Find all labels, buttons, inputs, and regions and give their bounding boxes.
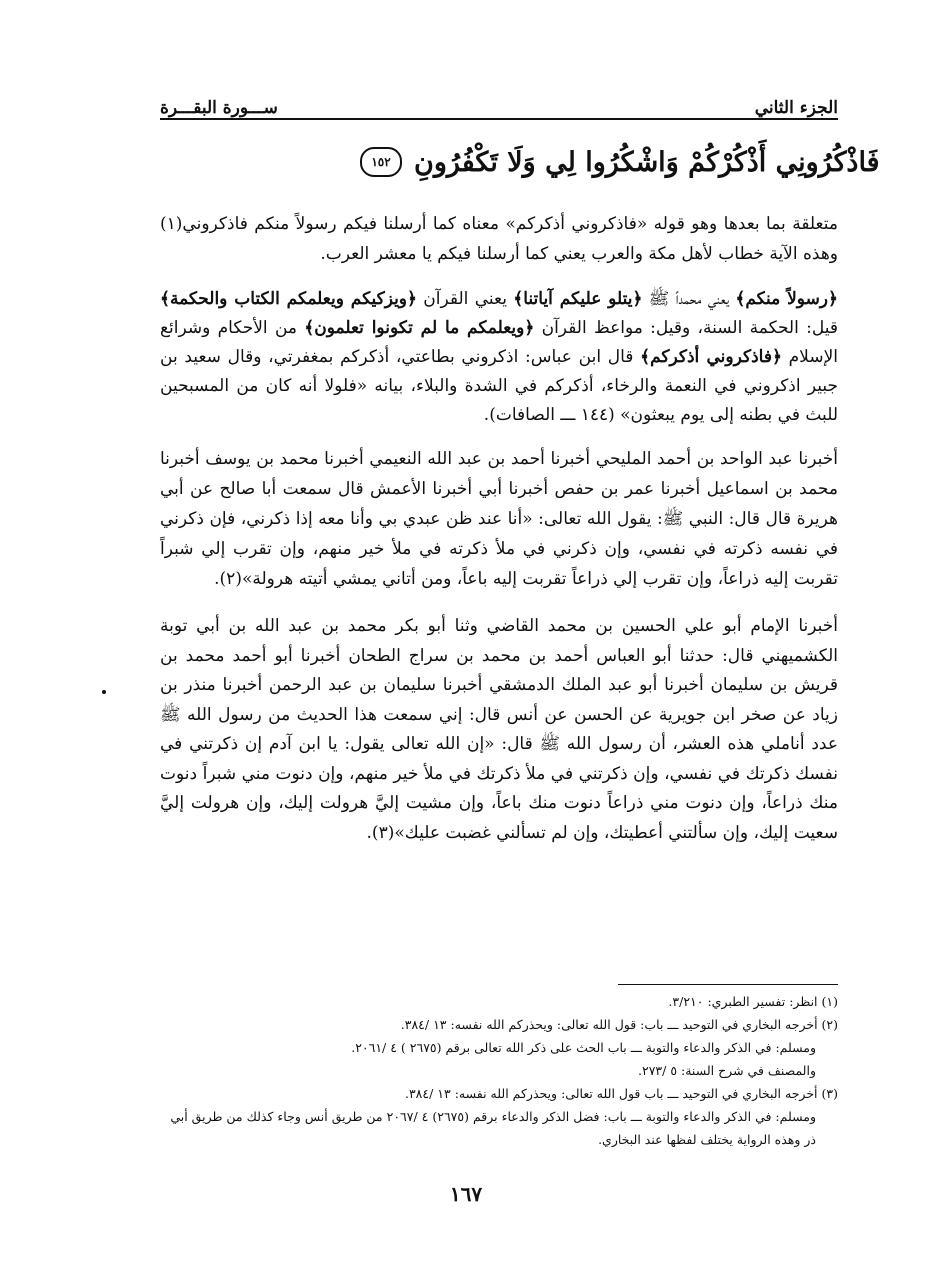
- footnote-1-line: (١) انظر: تفسير الطبري: ٣/٢١٠.: [668, 994, 838, 1009]
- paragraph-text: قيل: الحكمة السنة، وقيل: مواعظ القرآن: [534, 318, 838, 338]
- paragraph-1: متعلقة بما بعدها وهو قوله «فاذكروني أذكركم» معناه كما أرسلنا فيكم رسولاً منكم فاذكروني(١) وهذه الآية خطاب لأهل مكة والعرب يعني كما أرسلنا فيكم يا معشر العرب.: [160, 214, 838, 264]
- paragraph-text: يعني القرآن: [416, 289, 514, 309]
- quran-verse: [360, 134, 880, 190]
- margin-dot: [102, 690, 106, 694]
- paragraph-text: يعني محمداً ﷺ: [642, 289, 736, 309]
- ayah-number-marker: ١٥٢: [360, 147, 402, 177]
- footnote-2-line-3: والمصنف في شرح السنة: ٥ /٢٧٣.: [638, 1063, 816, 1078]
- commentary-body: [160, 210, 838, 862]
- part-title: الجزء الثاني: [754, 98, 838, 118]
- quran-quote: ﴿فاذكروني أذكركم﴾: [640, 347, 782, 367]
- quran-quote: ﴿ويزكيكم ويعلمكم الكتاب والحكمة﴾: [160, 289, 417, 309]
- quran-quote: ﴿يتلو عليكم آياتنا﴾: [513, 289, 643, 309]
- quran-quote: ﴿رسولاً منكم﴾: [735, 289, 838, 309]
- paragraph-text: قال ابن عباس: اذكروني بطاعتي، أذكركم بمغفرتي، وقال سعيد بن جبير اذكروني في النعمة والرخاء، أذكركم في الشدة والبلاء، بيانه «فلولا أنه كان من المسبحين للبث في بطنه إلى يوم يبعثون» (١٤٤ ـــ الصافات).: [160, 347, 838, 425]
- footnote-2: [160, 1013, 838, 1082]
- footnote-3-line-2: ومسلم: في الذكر والدعاء والتوبة ـــ باب: فضل الذكر والدعاء برقم (٢٦٧٥) ٤ /٢٠٦٧ من طريق أنس وجاء كذلك من طريق أبي ذر وهذه الرواية يختلف لفظها عند البخاري.: [170, 1109, 816, 1147]
- surah-title: ســـورة البقـــرة: [160, 98, 278, 118]
- footnotes: [160, 990, 838, 1151]
- paragraph-3-hadith: أخبرنا عبد الواحد بن أحمد المليحي أخبرنا أحمد بن عبد الله النعيمي أخبرنا محمد بن يوسف أخبرنا محمد بن اسماعيل أخبرنا عمر بن حفص أخبرنا أبي أخبرنا الأعمش قال سمعت أبا صالح عن أبي هريرة قال قال: النبي ﷺ: يقول الله تعالى: «أنا عند ظن عبدي بي وأنا معه إذا ذكرني، فإن ذكرني في نفسه ذكرته في نفسي، وإن ذكرني في ملأ ذكرته في ملأ خير منهم، وإن تقرب إلي شبراً تقربت إليه ذراعاً، وإن تقرب إلي ذراعاً تقربت إليه باعاً، ومن أتاني يمشي أتيته هرولة»(٢).: [160, 449, 838, 589]
- paragraph-text: من الأحكام وشرائع الإسلام: [160, 318, 838, 367]
- footnote-separator: [618, 984, 838, 985]
- header-rule: [160, 118, 838, 120]
- footnote-2-line-2: ومسلم: في الذكر والدعاء والتوبة ـــ باب الحث على ذكر الله تعالى برقم (٢٦٧٥ ) ٤ /٢٠٦١.: [351, 1040, 816, 1055]
- verse-text: فَاذْكُرُونِي أَذْكُرْكُمْ وَاشْكُرُوا لِي وَلَا تَكْفُرُونِ: [414, 146, 880, 178]
- footnote-1: [160, 990, 838, 1013]
- footnote-2-line-1: (٢) أخرجه البخاري في التوحيد ـــ باب: قول الله تعالى: ويحذركم الله نفسه: ١٣ /٣٨٤.: [400, 1017, 838, 1032]
- running-header: [160, 84, 838, 118]
- paragraph-4-hadith: أخبرنا الإمام أبو علي الحسين بن محمد القاضي وثنا أبو بكر محمد بن عبد الله بن أبي توبة الكشميهني قال: حدثنا أبو العباس أحمد بن محمد بن سراج الطحان أخبرنا أبو أحمد محمد بن قريش بن سليمان أخبرنا أبو عبد الملك الدمشقي أخبرنا سليمان بن عبد الرحمن أخبرنا منذر بن زياد عن صخر ابن جويرية عن الحسن عن أنس قال: إني سمعت هذا الحديث من رسول الله ﷺ عدد أناملي هذه العشر، أن رسول الله ﷺ قال: «إن الله تعالى يقول: يا ابن آدم إن ذكرتني في نفسك ذكرتك في نفسي، وإن ذكرتني في ملأ ذكرتك في ملأ خير منهم، وإن دنوت مني شبراً دنوت منك ذراعاً، وإن دنوت مني ذراعاً دنوت منك باعاً، وإن مشيت إليَّ هرولت إليك، وإن هرولت إليَّ سعيت إليك، وإن سألتني أعطيتك، وإن لم تسألني غضبت عليك»(٣).: [160, 616, 838, 843]
- paragraph-2: [160, 285, 838, 430]
- quran-quote: ﴿ويعلمكم ما لم تكونوا تعلمون﴾: [304, 318, 535, 338]
- footnote-3-line-1: (٣) أخرجه البخاري في التوحيد ـــ باب قول الله تعالى: ويحذركم الله نفسه: ١٣ /٣٨٤.: [404, 1086, 838, 1101]
- page-number: ١٦٧: [449, 1182, 483, 1206]
- footnote-3: [160, 1082, 838, 1151]
